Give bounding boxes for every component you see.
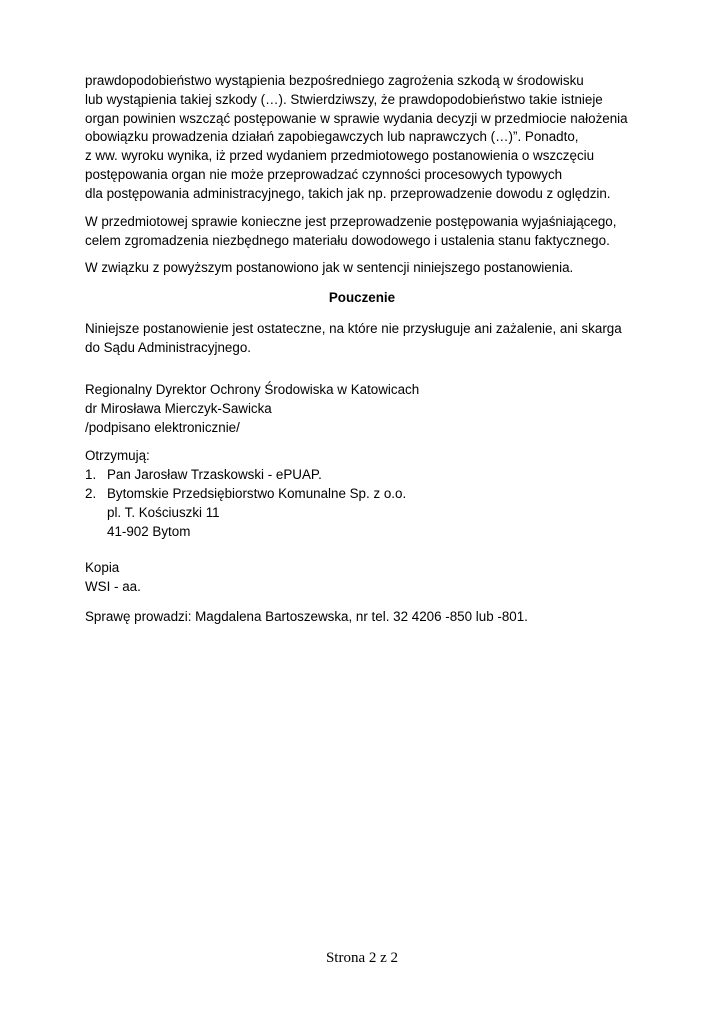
list-item [85,465,406,484]
case-handler [85,608,645,627]
instruction-paragraph [85,320,645,358]
text-line: do Sądu Administracyjnego. [85,339,251,355]
recipient-name: Bytomskie Przedsiębiorstwo Komunalne Sp. z o.o. [107,486,407,501]
recipient-address-line: 41-902 Bytom [107,524,191,539]
recipients-title [85,447,645,466]
instruction-heading: Pouczenie [328,290,396,305]
signature-note: /podpisano elektronicznie/ [85,419,240,435]
text-line: lub wystąpienia takiej szkody (…). Stwierdziwszy, że prawdopodobieństwo takie istnieje [85,91,603,107]
page-number: Strona 2 z 2 [325,950,399,966]
signature-name: dr Mirosława Mierczyk-Sawicka [85,400,272,416]
text-line: obowiązku prowadzenia działań zapobiegawczych lub naprawczych (…)”. Ponadto, [85,129,579,145]
recipients-title-text: Otrzymują: [85,448,150,463]
recipients-list [85,465,406,541]
signature-block [85,381,645,437]
list-number: 2. [85,486,97,501]
text-line: organ powinien wszcząć postępowanie w sprawie wydania decyzji w przedmiocie nałożenia [85,110,628,126]
list-number: 1. [85,467,97,482]
recipient-name: Pan Jarosław Trzaskowski - ePUAP. [107,467,322,482]
case-handler-text: Sprawę prowadzi: Magdalena Bartoszewska, nr tel. 32 4206 -850 lub -801. [85,609,528,624]
text-line: prawdopodobieństwo wystąpienia bezpośredniego zagrożenia szkodą w środowisku [85,73,584,88]
text-line: celem zgromadzenia niezbędnego materiału dowodowego i ustalenia stanu faktycznego. [85,232,610,248]
copy-recipient: WSI - aa. [85,578,141,594]
necessity-paragraph [85,213,645,251]
copy-label: Kopia [85,560,120,575]
signature-office: Regionalny Dyrektor Ochrony Środowiska w Katowicach [85,382,420,397]
list-item [85,484,406,503]
copy-block [85,559,645,597]
recipient-address-line: pl. T. Kościuszki 11 [107,505,220,520]
text-line: W związku z powyższym postanowiono jak w sentencji niniejszego postanowienia. [85,260,574,275]
text-line: W przedmiotowej sprawie konieczne jest przeprowadzenie postępowania wyjaśniającego, [85,214,617,229]
text-line: dla postępowania administracyjnego, takich jak np. przeprowadzenie dowodu z oględzin. [85,185,611,201]
text-line: postępowania organ nie może przeprowadzać czynności procesowych typowych [85,166,563,182]
text-line: Niniejsze postanowienie jest ostateczne, na które nie przysługuje ani zażalenie, ani skarga [85,321,622,336]
justification-paragraph [85,72,645,204]
conclusion-paragraph [85,259,645,278]
text-line: z ww. wyroku wynika, iż przed wydaniem przedmiotowego postanowienia o wszczęciu [85,148,595,164]
